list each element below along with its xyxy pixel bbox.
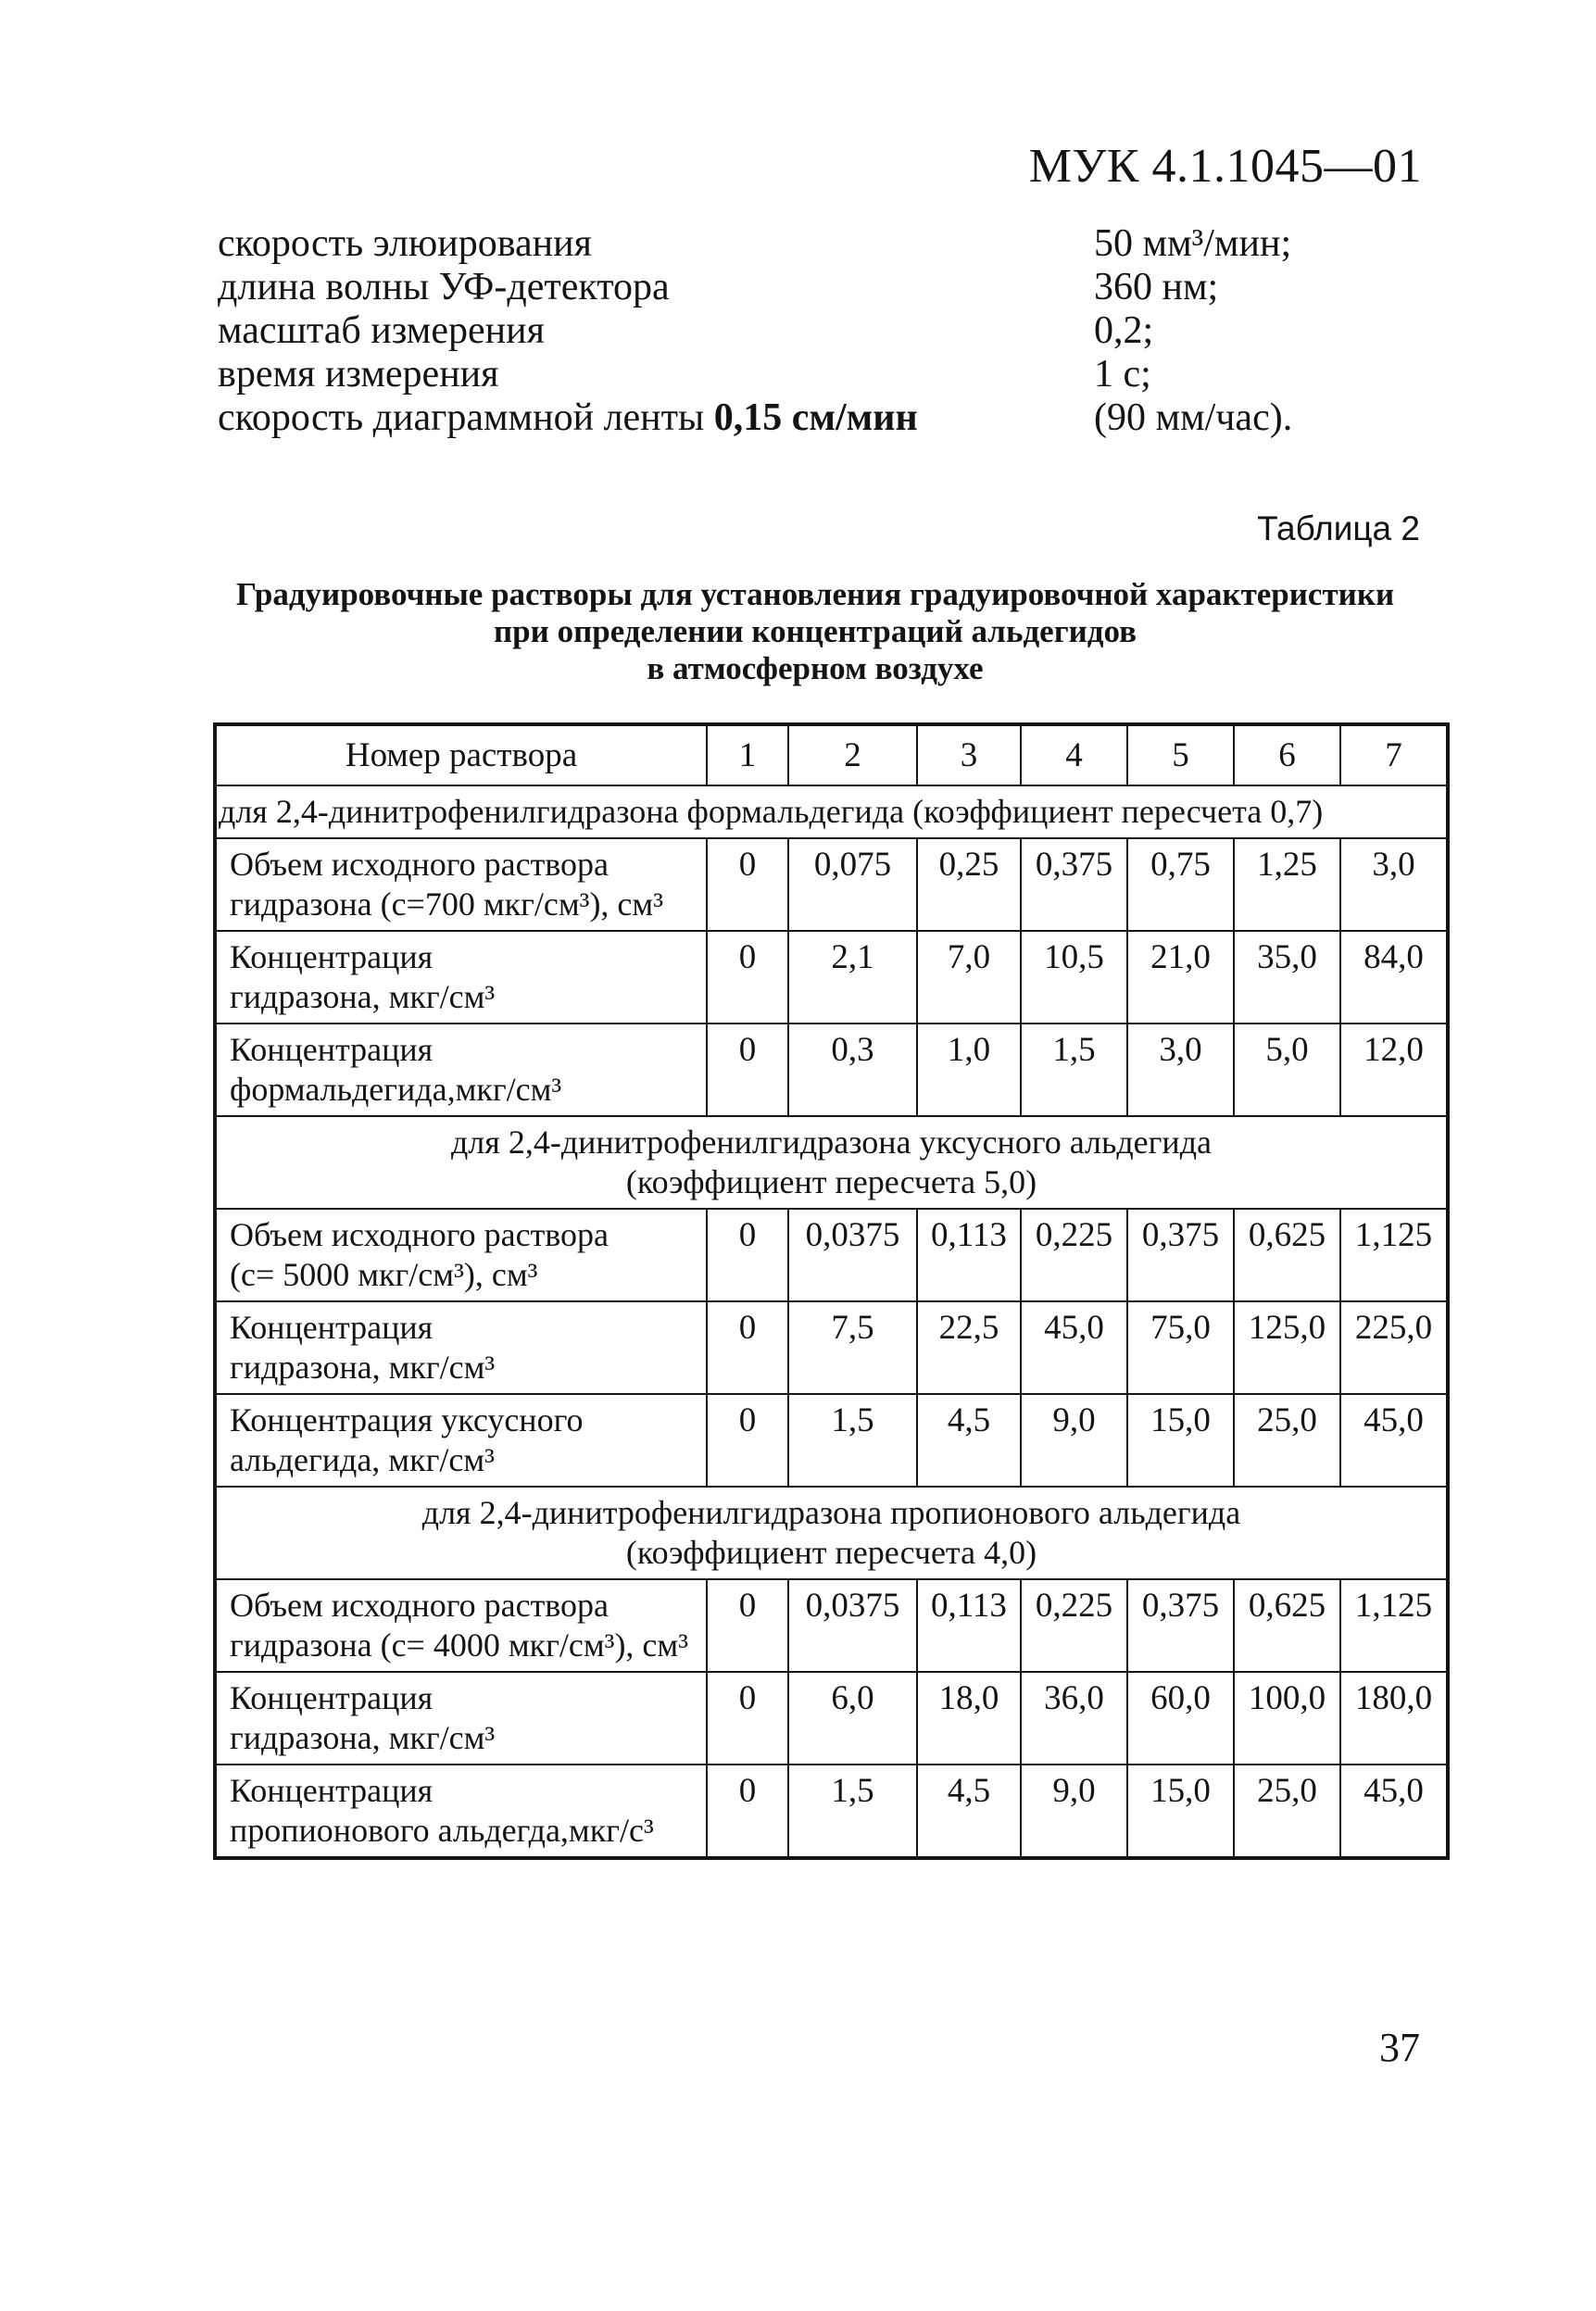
value-cell: 1,5 (1021, 1024, 1127, 1116)
table-caption (213, 576, 1417, 687)
header-column-cell: 1 (707, 724, 788, 785)
parameter-value: 1 с; (1094, 353, 1151, 396)
parameter-value: 360 нм; (1094, 266, 1219, 308)
parameter-row (218, 396, 1329, 440)
page-number: 37 (1379, 2025, 1420, 2070)
row-label-cell: Объем исходного раствора (с= 5000 мкг/см³), см³ (215, 1209, 707, 1301)
value-cell: 0,25 (917, 838, 1021, 931)
table-row (215, 931, 1448, 1024)
table-row (215, 1209, 1448, 1301)
table-row (215, 1672, 1448, 1765)
calibration-table (213, 722, 1450, 1860)
parameter-label: скорость элюирования (218, 222, 592, 265)
value-cell: 0,375 (1127, 1579, 1234, 1672)
value-cell: 0 (707, 1394, 788, 1487)
value-cell: 125,0 (1234, 1301, 1340, 1394)
parameter-label: скорость диаграммной ленты 0,15 см/мин (218, 396, 918, 439)
section-row (215, 1487, 1448, 1579)
value-cell: 84,0 (1340, 931, 1448, 1024)
table-row (215, 1394, 1448, 1487)
parameter-row (218, 309, 1329, 353)
parameter-value: 0,2; (1094, 309, 1154, 352)
parameter-label: время измерения (218, 353, 499, 396)
value-cell: 45,0 (1340, 1765, 1448, 1858)
value-cell: 1,125 (1340, 1579, 1448, 1672)
table-row (215, 1765, 1448, 1858)
section-title-cell: для 2,4-динитрофенилгидразона формальдегида (коэффициент пересчета 0,7) (215, 785, 1448, 838)
value-cell: 21,0 (1127, 931, 1234, 1024)
value-cell: 0,375 (1021, 838, 1127, 931)
value-cell: 0 (707, 931, 788, 1024)
value-cell: 25,0 (1234, 1394, 1340, 1487)
value-cell: 45,0 (1340, 1394, 1448, 1487)
value-cell: 0,625 (1234, 1579, 1340, 1672)
row-label-cell: Концентрация пропионового альдегда,мкг/с³ (215, 1765, 707, 1858)
caption-line: в атмосферном воздухе (647, 650, 984, 686)
section-title-cell: для 2,4-динитрофенилгидразона пропионового альдегида (коэффициент пересчета 4,0) (215, 1487, 1448, 1579)
table-row (215, 1301, 1448, 1394)
header-label-cell: Номер раствора (215, 724, 707, 785)
table-row (215, 1024, 1448, 1116)
value-cell: 0,625 (1234, 1209, 1340, 1301)
value-cell: 4,5 (917, 1394, 1021, 1487)
row-label-cell: Объем исходного раствора гидразона (с= 4000 мкг/см³), см³ (215, 1579, 707, 1672)
header-column-cell: 6 (1234, 724, 1340, 785)
value-cell: 22,5 (917, 1301, 1021, 1394)
value-cell: 15,0 (1127, 1765, 1234, 1858)
table-row (215, 838, 1448, 931)
row-label-cell: Объем исходного раствора гидразона (с=700 мкг/см³), см³ (215, 838, 707, 931)
row-label-cell: Концентрация гидразона, мкг/см³ (215, 1672, 707, 1765)
value-cell: 0,375 (1127, 1209, 1234, 1301)
parameter-value: (90 мм/час). (1094, 396, 1293, 439)
value-cell: 0,0375 (788, 1209, 917, 1301)
value-cell: 0,225 (1021, 1579, 1127, 1672)
value-cell: 0,113 (917, 1209, 1021, 1301)
value-cell: 9,0 (1021, 1394, 1127, 1487)
value-cell: 3,0 (1127, 1024, 1234, 1116)
header-column-cell: 2 (788, 724, 917, 785)
value-cell: 35,0 (1234, 931, 1340, 1024)
value-cell: 0 (707, 1301, 788, 1394)
value-cell: 0,075 (788, 838, 917, 931)
value-cell: 0 (707, 1209, 788, 1301)
parameter-label: длина волны УФ-детектора (218, 266, 670, 308)
parameter-value: 50 мм³/мин; (1094, 222, 1292, 265)
value-cell: 18,0 (917, 1672, 1021, 1765)
value-cell: 100,0 (1234, 1672, 1340, 1765)
value-cell: 75,0 (1127, 1301, 1234, 1394)
value-cell: 6,0 (788, 1672, 917, 1765)
value-cell: 1,125 (1340, 1209, 1448, 1301)
table-row (215, 1579, 1448, 1672)
header-column-cell: 3 (917, 724, 1021, 785)
table-number: Таблица 2 (1257, 509, 1420, 547)
value-cell: 0 (707, 838, 788, 931)
value-cell: 1,5 (788, 1394, 917, 1487)
caption-line: Градуировочные растворы для установления градуировочной характеристики (235, 576, 1395, 612)
value-cell: 15,0 (1127, 1394, 1234, 1487)
header-column-cell: 7 (1340, 724, 1448, 785)
table-header-row (215, 724, 1448, 785)
value-cell: 2,1 (788, 931, 917, 1024)
value-cell: 1,25 (1234, 838, 1340, 931)
parameter-row (218, 266, 1329, 309)
value-cell: 0 (707, 1672, 788, 1765)
value-cell: 10,5 (1021, 931, 1127, 1024)
header-column-cell: 5 (1127, 724, 1234, 785)
value-cell: 7,0 (917, 931, 1021, 1024)
parameter-list (218, 222, 1329, 440)
value-cell: 0,3 (788, 1024, 917, 1116)
value-cell: 180,0 (1340, 1672, 1448, 1765)
document-code: МУК 4.1.1045—01 (1028, 140, 1422, 193)
value-cell: 0 (707, 1024, 788, 1116)
value-cell: 0,113 (917, 1579, 1021, 1672)
row-label-cell: Концентрация гидразона, мкг/см³ (215, 931, 707, 1024)
header-column-cell: 4 (1021, 724, 1127, 785)
row-label-cell: Концентрация гидразона, мкг/см³ (215, 1301, 707, 1394)
caption-line: при определении концентраций альдегидов (494, 613, 1137, 649)
value-cell: 5,0 (1234, 1024, 1340, 1116)
value-cell: 60,0 (1127, 1672, 1234, 1765)
value-cell: 0,75 (1127, 838, 1234, 931)
value-cell: 0 (707, 1579, 788, 1672)
value-cell: 45,0 (1021, 1301, 1127, 1394)
value-cell: 4,5 (917, 1765, 1021, 1858)
value-cell: 0,0375 (788, 1579, 917, 1672)
parameter-label: масштаб измерения (218, 309, 545, 352)
value-cell: 12,0 (1340, 1024, 1448, 1116)
value-cell: 1,0 (917, 1024, 1021, 1116)
value-cell: 3,0 (1340, 838, 1448, 931)
row-label-cell: Концентрация уксусного альдегида, мкг/см³ (215, 1394, 707, 1487)
value-cell: 225,0 (1340, 1301, 1448, 1394)
parameter-row (218, 222, 1329, 266)
value-cell: 7,5 (788, 1301, 917, 1394)
value-cell: 0 (707, 1765, 788, 1858)
section-title-cell: для 2,4-динитрофенилгидразона уксусного альдегида (коэффициент пересчета 5,0) (215, 1116, 1448, 1209)
value-cell: 25,0 (1234, 1765, 1340, 1858)
parameter-row (218, 353, 1329, 396)
value-cell: 1,5 (788, 1765, 917, 1858)
value-cell: 0,225 (1021, 1209, 1127, 1301)
row-label-cell: Концентрация формальдегида,мкг/см³ (215, 1024, 707, 1116)
value-cell: 36,0 (1021, 1672, 1127, 1765)
value-cell: 9,0 (1021, 1765, 1127, 1858)
section-row (215, 785, 1448, 838)
section-row (215, 1116, 1448, 1209)
